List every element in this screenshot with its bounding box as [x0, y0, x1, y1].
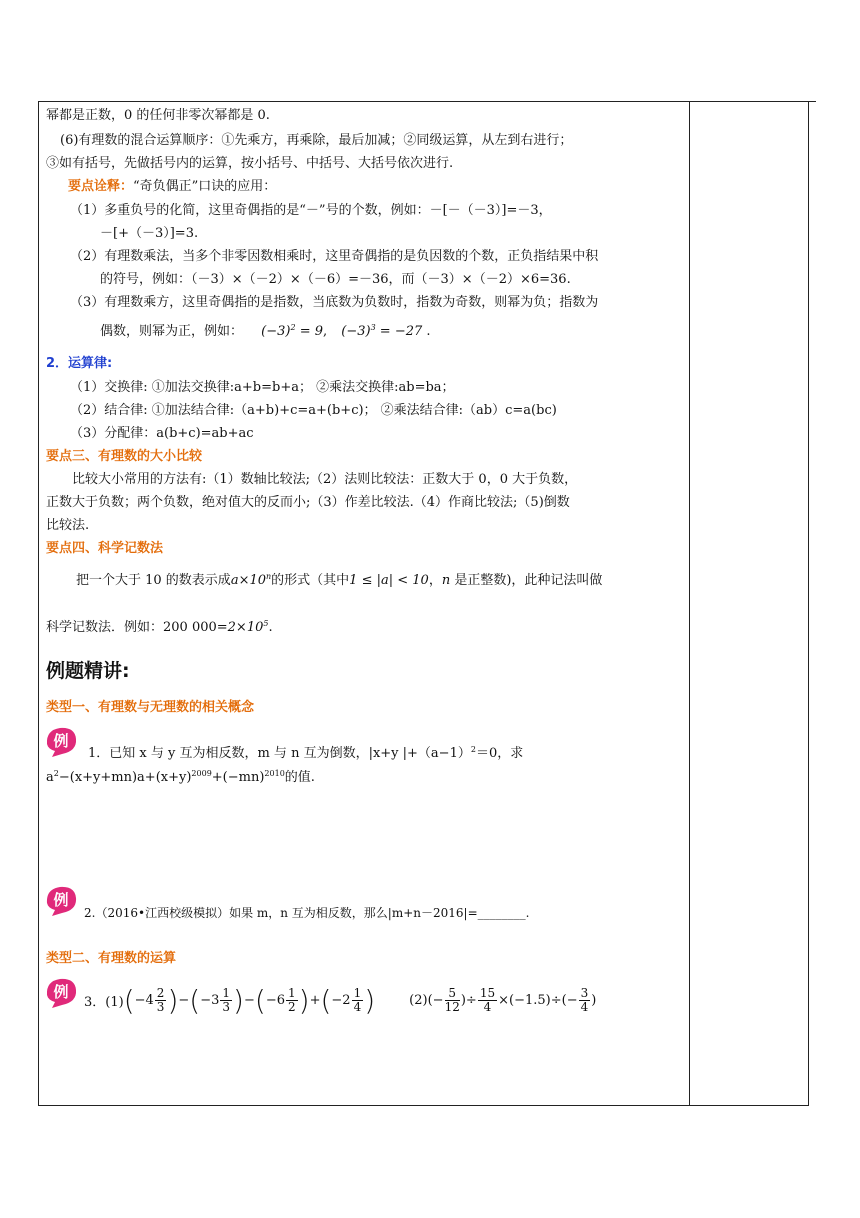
math-expr: $2\times 10^5$ — [227, 619, 269, 635]
example-3: 3．(1) ( −4 $\frac{2}{3}$ ) − ( −3 $\frac{1}{3}$ ) − ( −6 $\frac{1}{2}$ ) + ( −2 $\frac{1}{4}$ ) (2) ( − $\frac{5}{12}$ ) ÷ $\frac{15}{4}$ × (−1.5) ÷ ( − $\frac{3}{4}$ ) — [84, 984, 597, 1017]
text-line: 科学记数法．例如：200 $000=2\times 10^5$. — [46, 619, 273, 635]
keypoint-note — [68, 175, 276, 198]
fraction: $\frac{1}{4}$ — [353, 986, 362, 1014]
fraction: $\frac{5}{12}$ — [444, 986, 460, 1014]
fraction: $\frac{15}{4}$ — [479, 986, 496, 1014]
text-line: 正数大于负数；两个负数，绝对值大的反而小;（3）作差比较法.（4）作商比较法;（5)倒数 — [46, 495, 570, 510]
text-line: 比较大小常用的方法有:（1）数轴比较法;（2）法则比较法：正数大于 0，0 大于负数， — [72, 472, 578, 487]
text-line: 偶数，则幂为正，例如： $(-3)^2 = 9$, $(-3)^3 = -27$ . — [100, 323, 431, 339]
column-divider — [689, 101, 690, 1106]
examples-heading: 例题精讲: — [46, 660, 130, 682]
text-line: （2）有理数乘法，当多个非零因数相乘时，这里奇偶指的是负因数的个数，正负指结果中积 — [70, 249, 599, 264]
math-expr: $a\times 10^n$ — [230, 572, 272, 588]
fraction: $\frac{2}{3}$ — [156, 986, 165, 1014]
fraction: $\frac{3}{4}$ — [580, 986, 589, 1014]
text-line: 的符号，例如：（－3）×（－2）×（－6）=－36，而（－3）×（－2）×6=36. — [100, 272, 571, 287]
text-line: （3）分配律：a(b+c)=ab+ac — [70, 426, 254, 441]
text-line: 幂都是正数，0 的任何非零次幂都是 0. — [46, 108, 270, 123]
type-title: 类型二、有理数的运算 — [46, 951, 177, 966]
math-expr: $(-3)^3 = -27$ — [341, 323, 423, 339]
svg-text:例: 例 — [53, 983, 69, 1001]
section-title: 要点三、有理数的大小比较 — [46, 449, 203, 464]
text-span: 偶数，则幂为正，例如： — [100, 324, 244, 339]
example-badge-icon — [44, 975, 78, 1009]
type-title: 类型一、有理数与无理数的相关概念 — [46, 700, 255, 715]
text-line: －[+（－3）]=3. — [100, 226, 199, 241]
svg-text:例: 例 — [53, 732, 69, 750]
text-line: （1）交换律: ①加法交换律:a+b=b+a； ②乘法交换律:ab=ba； — [70, 380, 455, 395]
section-title: 2．运算律: — [46, 356, 113, 371]
example-2: 2.（2016•江西校级模拟）如果 m，n 互为相反数，那么|m+n－2016|=________. — [84, 906, 530, 920]
math-expr: 1 ≤ |a| < 10 — [349, 573, 429, 588]
keypoint-text: “奇负偶正”口诀的应用： — [133, 179, 277, 194]
example-badge-icon — [44, 883, 78, 917]
text-line: （3）有理数乘方，这里奇偶指的是指数，当底数为负数时，指数为奇数，则幂为负；指数为 — [70, 295, 599, 310]
example-1-line-2: $a^2-(x+y+mn)a+(x+y)^{2009}+(-mn)^{2010}$的值. — [46, 769, 315, 785]
text-line: ③如有括号，先做括号内的运算，按小括号、中括号、大括号依次进行. — [46, 156, 454, 171]
keypoint-label: 要点诠释： — [68, 179, 134, 194]
section-title: 要点四、科学记数法 — [46, 541, 164, 556]
example-badge-icon — [44, 724, 78, 758]
example-1-line-1: 1．已知 x 与 y 互为相反数，m 与 n 互为倒数，|x+y $|+(a-1)^2=0$，求 — [88, 745, 524, 761]
text-line: （2）结合律: ①加法结合律:（a+b)+c=a+(b+c)； ②乘法结合律:（ab）c=a(bc) — [70, 403, 557, 418]
text-line: 比较法. — [46, 518, 90, 533]
example-3-label: 3．(1) — [84, 995, 124, 1010]
example-3-part-2-label: (2) — [409, 993, 428, 1008]
text-line: (6)有理数的混合运算顺序：①先乘方，再乘除，最后加减；②同级运算，从左到右进行； — [60, 133, 573, 148]
text-line: （1）多重负号的化简，这里奇偶指的是“－”号的个数，例如：－[－（－3）]=－3， — [70, 203, 552, 218]
math-expr: $(-3)^2 = 9$ — [261, 323, 323, 339]
top-rule — [690, 101, 816, 102]
text-line: 把一个大于 10 的数表示成$a\times 10^n$的形式（其中1 ≤ |a| < 10，n 是正整数)，此种记法叫做 — [76, 572, 603, 588]
svg-text:例: 例 — [53, 891, 69, 909]
math-var: n — [441, 573, 451, 588]
fraction: $\frac{1}{3}$ — [222, 986, 231, 1014]
fraction: $\frac{1}{2}$ — [287, 986, 296, 1014]
